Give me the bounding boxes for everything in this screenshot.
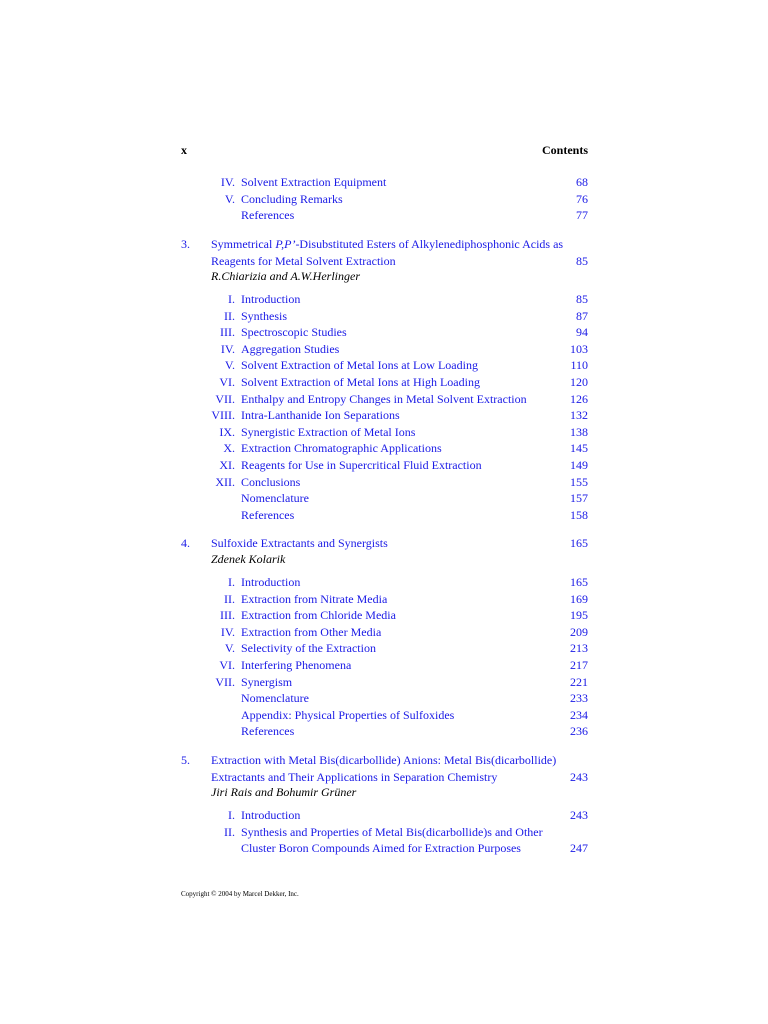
page-number: 233 bbox=[570, 691, 588, 706]
toc-entry[interactable] bbox=[0, 658, 768, 672]
section-title: Intra-Lanthanide Ion Separations bbox=[241, 408, 400, 423]
page-number: 68 bbox=[576, 175, 588, 189]
copyright-footer: Copyright © 2004 by Marcel Dekker, Inc. bbox=[181, 890, 299, 898]
page-number: 138 bbox=[570, 424, 588, 439]
chapter-authors: Jiri Rais and Bohumir Grüner bbox=[211, 785, 357, 800]
page-number: 94 bbox=[576, 325, 588, 340]
section-number: II. bbox=[224, 591, 235, 606]
toc-entry[interactable] bbox=[0, 841, 768, 855]
toc-entry[interactable] bbox=[0, 825, 768, 839]
section-title: Appendix: Physical Properties of Sulfoxides bbox=[241, 707, 455, 722]
section-title: Nomenclature bbox=[241, 491, 309, 506]
chapter-heading-continued[interactable] bbox=[0, 254, 768, 268]
toc-entry[interactable] bbox=[0, 625, 768, 639]
toc-entry[interactable] bbox=[0, 408, 768, 422]
page-number: 155 bbox=[570, 474, 588, 489]
section-title: Conclusions bbox=[241, 474, 301, 489]
section-number: V. bbox=[224, 358, 235, 373]
toc-entry[interactable] bbox=[0, 708, 768, 722]
section-number: XI. bbox=[219, 458, 235, 472]
section-title: Interfering Phenomena bbox=[241, 658, 352, 672]
section-title: Extraction from Nitrate Media bbox=[241, 591, 388, 606]
chapter-page-number: 243 bbox=[570, 769, 588, 784]
toc-entry[interactable] bbox=[0, 608, 768, 622]
section-number: IX. bbox=[219, 424, 235, 439]
section-title: Spectroscopic Studies bbox=[241, 325, 347, 340]
toc-entry[interactable] bbox=[0, 724, 768, 738]
section-title: Solvent Extraction of Metal Ions at High Loading bbox=[241, 375, 480, 389]
toc-entry[interactable] bbox=[0, 192, 768, 206]
section-title: Nomenclature bbox=[241, 691, 309, 706]
section-title: Reagents for Use in Supercritical Fluid Extraction bbox=[241, 458, 482, 472]
toc-entry[interactable] bbox=[0, 475, 768, 489]
toc-entry[interactable] bbox=[0, 641, 768, 655]
toc-entry[interactable] bbox=[0, 208, 768, 222]
toc-entry[interactable] bbox=[0, 491, 768, 505]
chapter-title-line: Reagents for Metal Solvent Extraction bbox=[211, 253, 396, 268]
section-number: X. bbox=[223, 441, 235, 456]
page-number: 145 bbox=[570, 441, 588, 456]
section-number: VII. bbox=[215, 674, 235, 689]
page-number: 103 bbox=[570, 341, 588, 356]
section-title: References bbox=[241, 507, 295, 522]
section-title: Synergistic Extraction of Metal Ions bbox=[241, 424, 416, 439]
page-number: 234 bbox=[570, 707, 588, 722]
section-number: XII. bbox=[215, 474, 235, 489]
section-number: VI. bbox=[219, 375, 235, 389]
chapter-title-line: Extraction with Metal Bis(dicarbollide) Anions: Metal Bis(dicarbollide) bbox=[211, 753, 557, 767]
running-header-title: Contents bbox=[541, 143, 588, 157]
section-title: Introduction bbox=[241, 292, 301, 306]
section-number: II. bbox=[224, 824, 235, 839]
toc-entry[interactable] bbox=[0, 441, 768, 455]
section-title: Introduction bbox=[241, 575, 301, 589]
page-number: 236 bbox=[570, 724, 588, 739]
chapter-title-line: Sulfoxide Extractants and Synergists bbox=[211, 536, 388, 550]
page-number: 77 bbox=[576, 208, 588, 223]
section-number: I. bbox=[228, 575, 235, 589]
page-number: 213 bbox=[570, 641, 588, 656]
toc-entry[interactable] bbox=[0, 592, 768, 606]
toc-entry[interactable] bbox=[0, 375, 768, 389]
page-number: 149 bbox=[570, 458, 588, 472]
section-number: I. bbox=[228, 808, 235, 822]
chapter-page-number: 165 bbox=[570, 536, 588, 550]
page-number: 120 bbox=[570, 375, 588, 389]
page-number: 209 bbox=[570, 624, 588, 639]
chapter-title-line: Symmetrical P,P’-Disubstituted Esters of Alkylenediphosphonic Acids as bbox=[211, 237, 564, 251]
section-number: VIII. bbox=[211, 408, 235, 423]
chapter-authors: Zdenek Kolarik bbox=[211, 551, 286, 566]
chapter-heading-continued[interactable] bbox=[0, 770, 768, 784]
toc-entry[interactable] bbox=[0, 691, 768, 705]
chapter-number: 3. bbox=[181, 237, 190, 251]
section-title: Extraction from Chloride Media bbox=[241, 608, 396, 623]
section-title: Enthalpy and Entropy Changes in Metal Solvent Extraction bbox=[241, 391, 527, 406]
section-title: Synthesis bbox=[241, 308, 288, 323]
toc-entry[interactable] bbox=[0, 175, 768, 189]
section-title: Aggregation Studies bbox=[241, 341, 340, 356]
section-number: IV. bbox=[220, 175, 235, 189]
section-title: Solvent Extraction Equipment bbox=[241, 175, 387, 189]
section-number: VII. bbox=[215, 391, 235, 406]
toc-entry[interactable] bbox=[0, 425, 768, 439]
toc-entry[interactable] bbox=[0, 575, 768, 589]
section-title: Synthesis and Properties of Metal Bis(dicarbollide)s and Other bbox=[241, 824, 543, 839]
section-title: Extraction from Other Media bbox=[241, 624, 382, 639]
section-title: Cluster Boron Compounds Aimed for Extraction Purposes bbox=[241, 841, 521, 856]
section-number: IV. bbox=[220, 341, 235, 356]
chapter-heading[interactable] bbox=[0, 237, 768, 251]
toc-entry[interactable] bbox=[0, 675, 768, 689]
toc-entry[interactable] bbox=[0, 458, 768, 472]
chapter-heading[interactable] bbox=[0, 536, 768, 550]
chapter-heading[interactable] bbox=[0, 753, 768, 767]
page-number: 243 bbox=[570, 808, 588, 822]
page-number: 158 bbox=[570, 507, 588, 522]
page-number: 87 bbox=[576, 308, 588, 323]
section-number: I. bbox=[228, 292, 235, 306]
toc-entry[interactable] bbox=[0, 309, 768, 323]
chapter-page-number: 85 bbox=[576, 253, 588, 268]
page-number: 169 bbox=[570, 591, 588, 606]
section-number: III. bbox=[220, 608, 235, 623]
section-title: Extraction Chromatographic Applications bbox=[241, 441, 442, 456]
page-number: 110 bbox=[570, 358, 588, 373]
page-number: 217 bbox=[570, 658, 588, 672]
toc-entry[interactable] bbox=[0, 292, 768, 306]
toc-entry[interactable] bbox=[0, 508, 768, 522]
chapter-number: 4. bbox=[181, 536, 190, 550]
section-title: References bbox=[241, 208, 295, 223]
section-title: Introduction bbox=[241, 808, 301, 822]
section-number: IV. bbox=[220, 624, 235, 639]
chapter-title-line: Extractants and Their Applications in Separation Chemistry bbox=[211, 769, 498, 784]
toc-entry[interactable] bbox=[0, 808, 768, 822]
section-title: Solvent Extraction of Metal Ions at Low Loading bbox=[241, 358, 478, 373]
section-number: III. bbox=[220, 325, 235, 340]
chapter-authors: R.Chiarizia and A.W.Herlinger bbox=[211, 269, 361, 284]
page-number: 165 bbox=[570, 575, 588, 589]
page-number: 76 bbox=[576, 191, 588, 206]
page-number: 247 bbox=[570, 841, 588, 856]
section-title: References bbox=[241, 724, 295, 739]
chapter-number: 5. bbox=[181, 753, 190, 767]
section-title: Synergism bbox=[241, 674, 293, 689]
page-number: 132 bbox=[570, 408, 588, 423]
toc-entry[interactable] bbox=[0, 358, 768, 372]
toc-entry[interactable] bbox=[0, 342, 768, 356]
section-number: VI. bbox=[219, 658, 235, 672]
section-title: Concluding Remarks bbox=[241, 191, 343, 206]
page-number: 126 bbox=[570, 391, 588, 406]
section-number: V. bbox=[224, 641, 235, 656]
section-number: II. bbox=[224, 308, 235, 323]
page-number: 85 bbox=[576, 292, 588, 306]
page-number: 221 bbox=[570, 674, 588, 689]
page-number-label: x bbox=[181, 143, 187, 157]
toc-entry[interactable] bbox=[0, 392, 768, 406]
section-title: Selectivity of the Extraction bbox=[241, 641, 376, 656]
section-number: V. bbox=[224, 191, 235, 206]
page-number: 195 bbox=[570, 608, 588, 623]
toc-entry[interactable] bbox=[0, 325, 768, 339]
page-number: 157 bbox=[570, 491, 588, 506]
